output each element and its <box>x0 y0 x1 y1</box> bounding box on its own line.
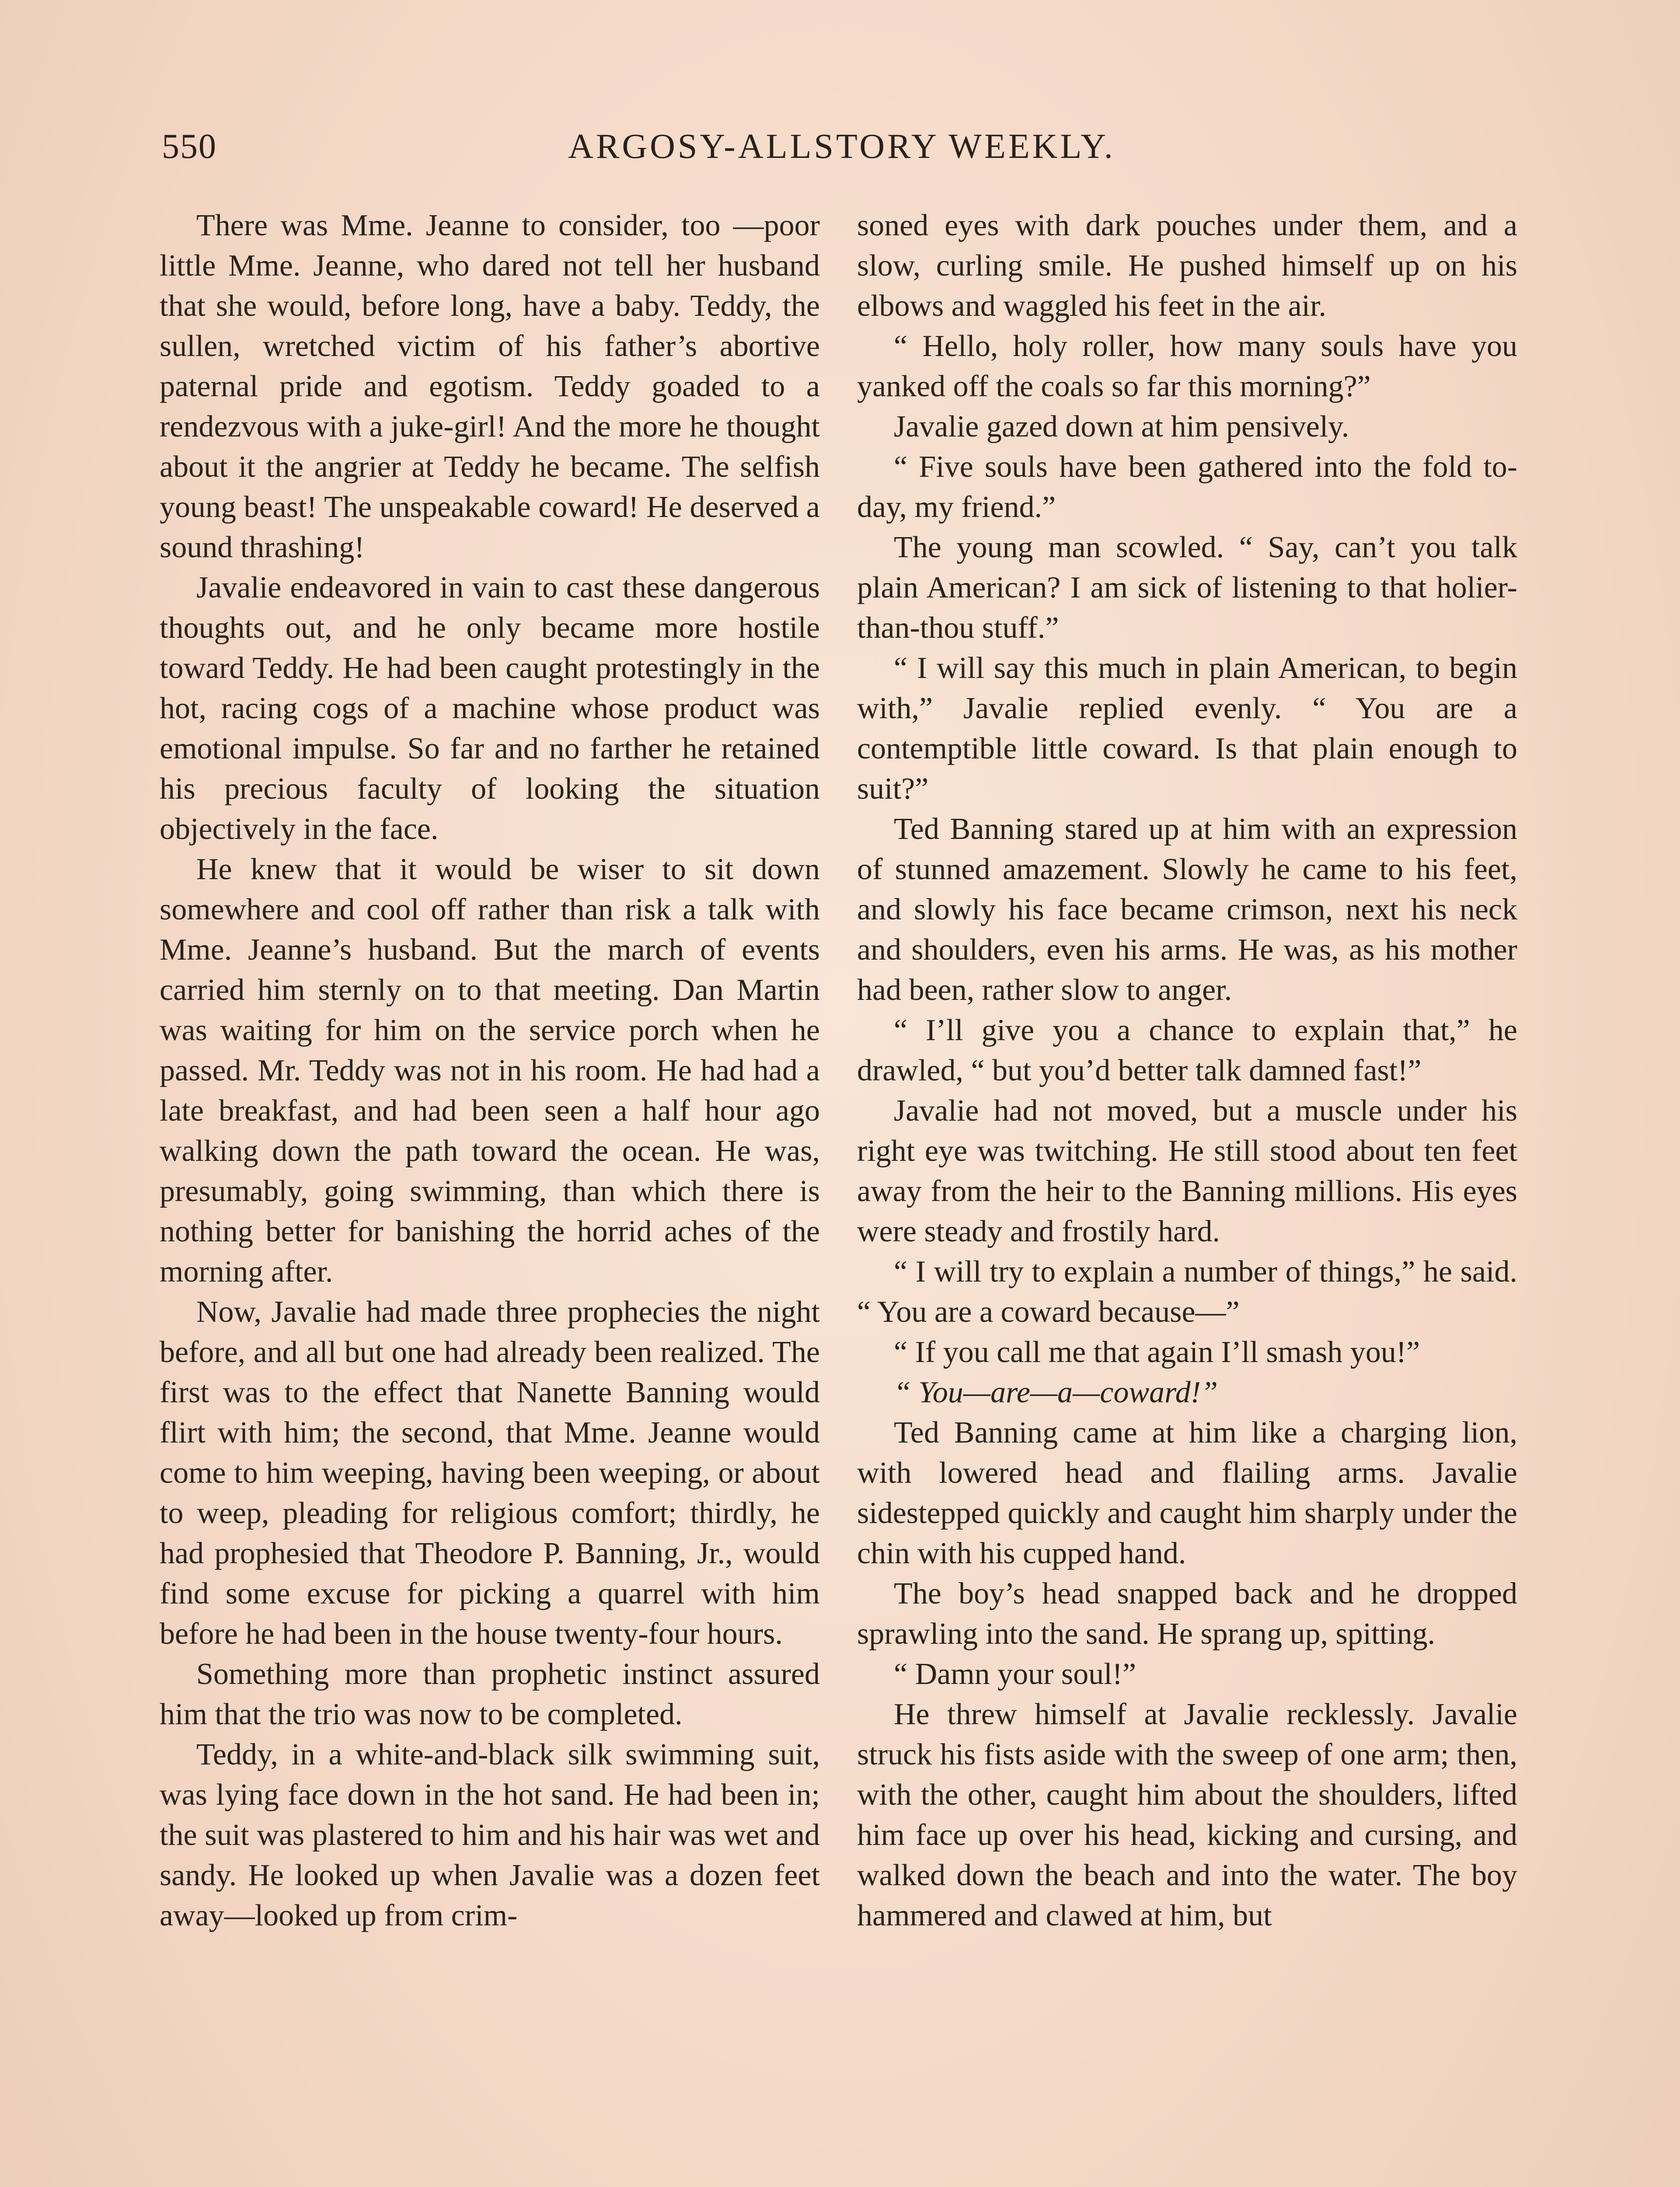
paragraph: Teddy, in a white-and-black silk swimming suit, was lying face down in the hot sand. He had been in; the suit was plastered to him and his hair was wet and sandy. He looked up when Javalie was a dozen feet away—looked up from crim- <box>160 1738 820 1932</box>
right-column <box>857 206 1517 1936</box>
paragraph: Ted Banning stared up at him with an expression of stunned amazement. Slowly he came to his feet, and slowly his face became crimson, next his neck and shoulders, even his arms. He was, as his mother had been, rather slow to anger. <box>857 812 1517 1007</box>
paragraph: The young man scowled. “ Say, can’t you talk plain American? I am sick of listening to that holier-than-thou stuff.” <box>857 531 1517 645</box>
paragraph: There was Mme. Jeanne to consider, too —poor little Mme. Jeanne, who dared not tell her husband that she would, before long, have a baby. Teddy, the sullen, wretched victim of his father’s abortive paternal pride and egotism. Teddy goaded to a rendezvous with a juke-girl! And the more he thought about it the angrier at Teddy he became. The selfish young beast! The unspeakable coward! He deserved a sound thrashing! <box>160 209 820 564</box>
page-header <box>162 127 1522 175</box>
running-head: ARGOSY-ALLSTORY WEEKLY. <box>568 127 1115 166</box>
paragraph: He threw himself at Javalie recklessly. Javalie struck his fists aside with the sweep of one arm; then, with the other, caught him about the shoulders, lifted him face up over his head, kicking and cursing, and walked down the beach and into the water. The boy hammered and clawed at him, but <box>857 1698 1517 1932</box>
italic-dialogue: “ You—are—a—coward!” <box>894 1376 1218 1409</box>
paragraph: Ted Banning came at him like a charging lion, with lowered head and flailing arms. Javalie sidestepped quickly and caught him sharply under the chin with his cupped hand. <box>857 1416 1517 1570</box>
paragraph: “ I will try to explain a number of things,” he said. “ You are a coward because—” <box>857 1255 1517 1329</box>
paragraph: Javalie gazed down at him pensively. <box>894 410 1349 444</box>
left-column <box>160 206 820 1936</box>
paragraph: “ Five souls have been gathered into the fold to-day, my friend.” <box>857 450 1517 524</box>
paragraph: “ Damn your soul!” <box>894 1657 1136 1691</box>
paragraph: Something more than prophetic instinct assured him that the trio was now to be completed. <box>160 1657 820 1731</box>
paragraph: Now, Javalie had made three prophecies the night before, and all but one had already been realized. The first was to the effect that Nanette Banning would flirt with him; the second, that Mme. Jeanne would come to him weeping, having been weeping, or about to weep, pleading for religious comfort; thirdly, he had prophesied that Theodore P. Banning, Jr., would find some excuse for picking a quarrel with him before he had been in the house twenty-four hours. <box>160 1295 820 1651</box>
paragraph: Javalie endeavored in vain to cast these dangerous thoughts out, and he only became more hostile toward Teddy. He had been caught protestingly in the hot, racing cogs of a machine whose product was emotional impulse. So far and no farther he retained his precious faculty of looking the situation objectively in the face. <box>160 571 820 846</box>
paragraph: “ I will say this much in plain American, to begin with,” Javalie replied evenly. “ You are a contemptible little coward. Is that plain enough to suit?” <box>857 651 1517 806</box>
paragraph: “ I’ll give you a chance to explain that,” he drawled, “ but you’d better talk damned fast!” <box>857 1013 1517 1087</box>
paragraph: Javalie had not moved, but a muscle under his right eye was twitching. He still stood about ten feet away from the heir to the Banning millions. His eyes were steady and frostily hard. <box>857 1094 1517 1248</box>
page-number: 550 <box>162 127 217 166</box>
paragraph: “ If you call me that again I’ll smash you!” <box>894 1335 1420 1369</box>
continued-paragraph: soned eyes with dark pouches under them, and a slow, curling smile. He pushed himself up on his elbows and waggled his feet in the air. <box>857 209 1517 323</box>
paragraph: The boy’s head snapped back and he dropped sprawling into the sand. He sprang up, spitting. <box>857 1577 1517 1651</box>
paragraph: “ Hello, holy roller, how many souls have you yanked off the coals so far this morning?” <box>857 329 1517 403</box>
paragraph: He knew that it would be wiser to sit down somewhere and cool off rather than risk a talk with Mme. Jeanne’s husband. But the march of events carried him sternly on to that meeting. Dan Martin was waiting for him on the service porch when he passed. Mr. Teddy was not in his room. He had had a late breakfast, and had been seen a half hour ago walking down the path toward the ocean. He was, presumably, going swimming, than which there is nothing better for banishing the horrid aches of the morning after. <box>160 852 820 1289</box>
